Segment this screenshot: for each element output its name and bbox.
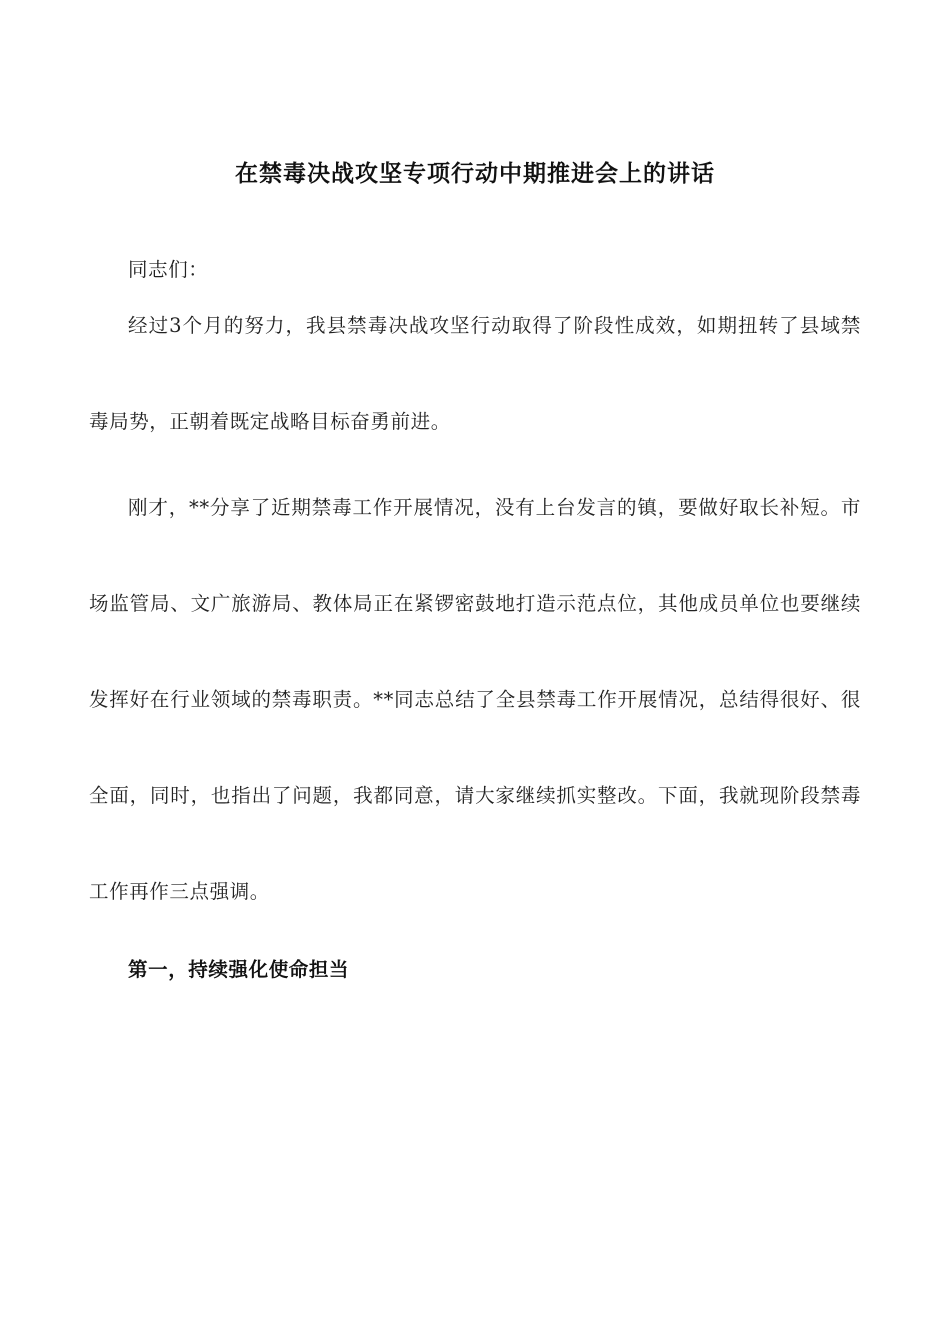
paragraph-2: 刚才，**分享了近期禁毒工作开展情况，没有上台发言的镇，要做好取长补短。市场监管局、文广旅游局、教体局正在紧锣密鼓地打造示范点位，其他成员单位也要继续发挥好在行业领域的禁毒职责。**同志总结了全县禁毒工作开展情况，总结得很好、很全面，同时，也指出了问题，我都同意，请大家继续抓实整改。下面，我就现阶段禁毒工作再作三点强调。 xyxy=(89,496,861,903)
greeting-line: 同志们： xyxy=(128,258,209,281)
section-heading: 第一，持续强化使命担当 xyxy=(128,958,350,981)
document-title: 在禁毒决战攻坚专项行动中期推进会上的讲话 xyxy=(235,160,715,187)
document-body xyxy=(89,250,861,1018)
paragraph-1: 经过3个月的努力，我县禁毒决战攻坚行动取得了阶段性成效，如期扭转了县域禁毒局势，正朝着既定战略目标奋勇前进。 xyxy=(89,314,861,433)
